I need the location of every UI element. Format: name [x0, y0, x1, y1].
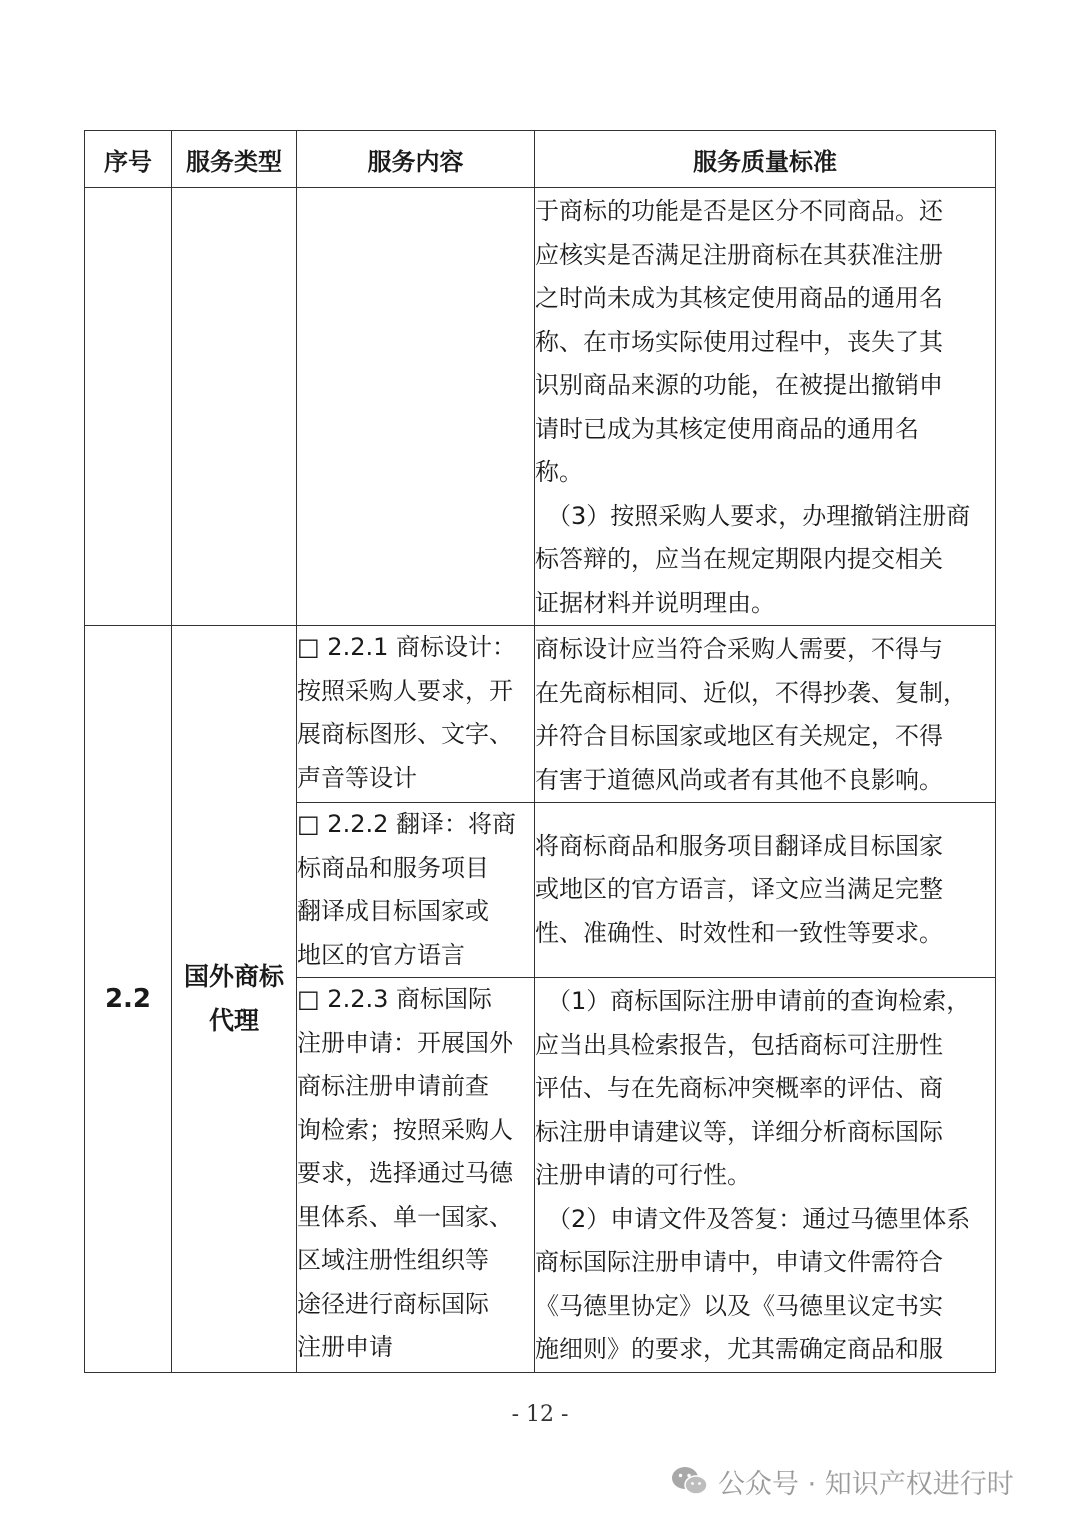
item-quality-cell	[535, 626, 996, 803]
item-quality-cell	[535, 978, 996, 1373]
content-line: 途径进行商标国际	[297, 1289, 489, 1318]
quality-line: 将商标商品和服务项目翻译成目标国家	[535, 831, 943, 860]
content-line: 区域注册性组织等	[297, 1246, 489, 1274]
quality-line: 称。	[535, 458, 583, 486]
quality-line: （1）商标国际注册申请前的查询检索，	[547, 987, 971, 1015]
item-content-cell	[297, 978, 535, 1373]
quality-line: 请时已成为其核定使用商品的通用名	[535, 414, 919, 443]
quality-line: （3）按照采购人要求，办理撤销注册商	[547, 501, 971, 530]
quality-line: 并符合目标国家或地区有关规定，不得	[535, 722, 943, 750]
header-row	[85, 131, 996, 188]
header-quality: 服务质量标准	[535, 131, 996, 188]
quality-line: 标注册申请建议等，详细分析商标国际	[535, 1117, 943, 1146]
content-line: 按照采购人要求，开	[297, 676, 513, 705]
empty-type-cell	[172, 188, 297, 626]
item-content-cell	[297, 626, 535, 803]
content-line: 展商标图形、文字、	[297, 720, 513, 748]
continued-quality-cell	[535, 188, 996, 626]
quality-line: 证据材料并说明理由。	[535, 588, 775, 617]
quality-line: 商标国际注册申请中，申请文件需符合	[535, 1248, 943, 1276]
quality-line: 性、准确性、时效性和一致性等要求。	[535, 918, 943, 947]
quality-line: 标答辩的，应当在规定期限内提交相关	[535, 545, 943, 573]
content-line: □ 2.2.2 翻译：将商	[297, 810, 516, 838]
content-line: 询检索；按照采购人	[297, 1115, 513, 1144]
content-line: 声音等设计	[297, 763, 417, 792]
quality-line: 识别商品来源的功能，在被提出撤销申	[535, 371, 943, 399]
quality-line: 应核实是否满足注册商标在其获准注册	[535, 240, 943, 269]
empty-seq-cell	[85, 188, 172, 626]
watermark-text: 公众号 · 知识产权进行时	[718, 1469, 1014, 1500]
watermark	[670, 1462, 1014, 1501]
content-line: 标商品和服务项目	[297, 853, 489, 882]
quality-line: 施细则》的要求，尤其需确定商品和服	[535, 1335, 943, 1363]
section-type	[172, 626, 297, 1373]
section-type-line: 代理	[208, 1005, 259, 1035]
quality-line: （2）申请文件及答复：通过马德里体系	[547, 1204, 971, 1233]
section-number: 2.2	[85, 626, 172, 1373]
service-table	[84, 130, 996, 1373]
quality-line: 《马德里协定》以及《马德里议定书实	[535, 1291, 943, 1320]
content-line: 商标注册申请前查	[297, 1072, 489, 1100]
quality-line: 有害于道德风尚或者有其他不良影响。	[535, 765, 943, 794]
content-line: 翻译成目标国家或	[297, 897, 489, 925]
item-content-cell	[297, 803, 535, 978]
quality-line: 注册申请的可行性。	[535, 1161, 751, 1189]
content-line: 里体系、单一国家、	[297, 1202, 513, 1231]
quality-line: 应当出具检索报告，包括商标可注册性	[535, 1030, 943, 1059]
item-row-1	[85, 626, 996, 803]
quality-line: 之时尚未成为其核定使用商品的通用名	[535, 284, 943, 312]
quality-line: 于商标的功能是否是区分不同商品。还	[535, 197, 943, 225]
item-quality-cell	[535, 803, 996, 978]
header-seq: 序号	[85, 131, 172, 188]
quality-line: 商标设计应当符合采购人需要，不得与	[535, 635, 943, 663]
quality-line: 称、在市场实际使用过程中，丧失了其	[535, 327, 943, 356]
quality-line: 或地区的官方语言，译文应当满足完整	[535, 875, 943, 904]
wechat-icon	[670, 1465, 710, 1499]
section-type-line: 国外商标	[183, 961, 284, 991]
content-line: 注册申请	[297, 1333, 393, 1361]
page-number: - 12 -	[511, 1402, 569, 1427]
content-line: 要求，选择通过马德	[297, 1159, 513, 1187]
continued-row	[85, 188, 996, 626]
content-line: 注册申请：开展国外	[297, 1028, 513, 1057]
quality-line: 评估、与在先商标冲突概率的评估、商	[535, 1074, 943, 1102]
header-type: 服务类型	[172, 131, 297, 188]
content-line: □ 2.2.1 商标设计：	[297, 633, 516, 661]
empty-content-cell	[297, 188, 535, 626]
quality-line: 在先商标相同、近似，不得抄袭、复制，	[535, 678, 967, 707]
header-content: 服务内容	[297, 131, 535, 188]
content-line: □ 2.2.3 商标国际	[297, 985, 492, 1013]
content-line: 地区的官方语言	[297, 940, 465, 969]
